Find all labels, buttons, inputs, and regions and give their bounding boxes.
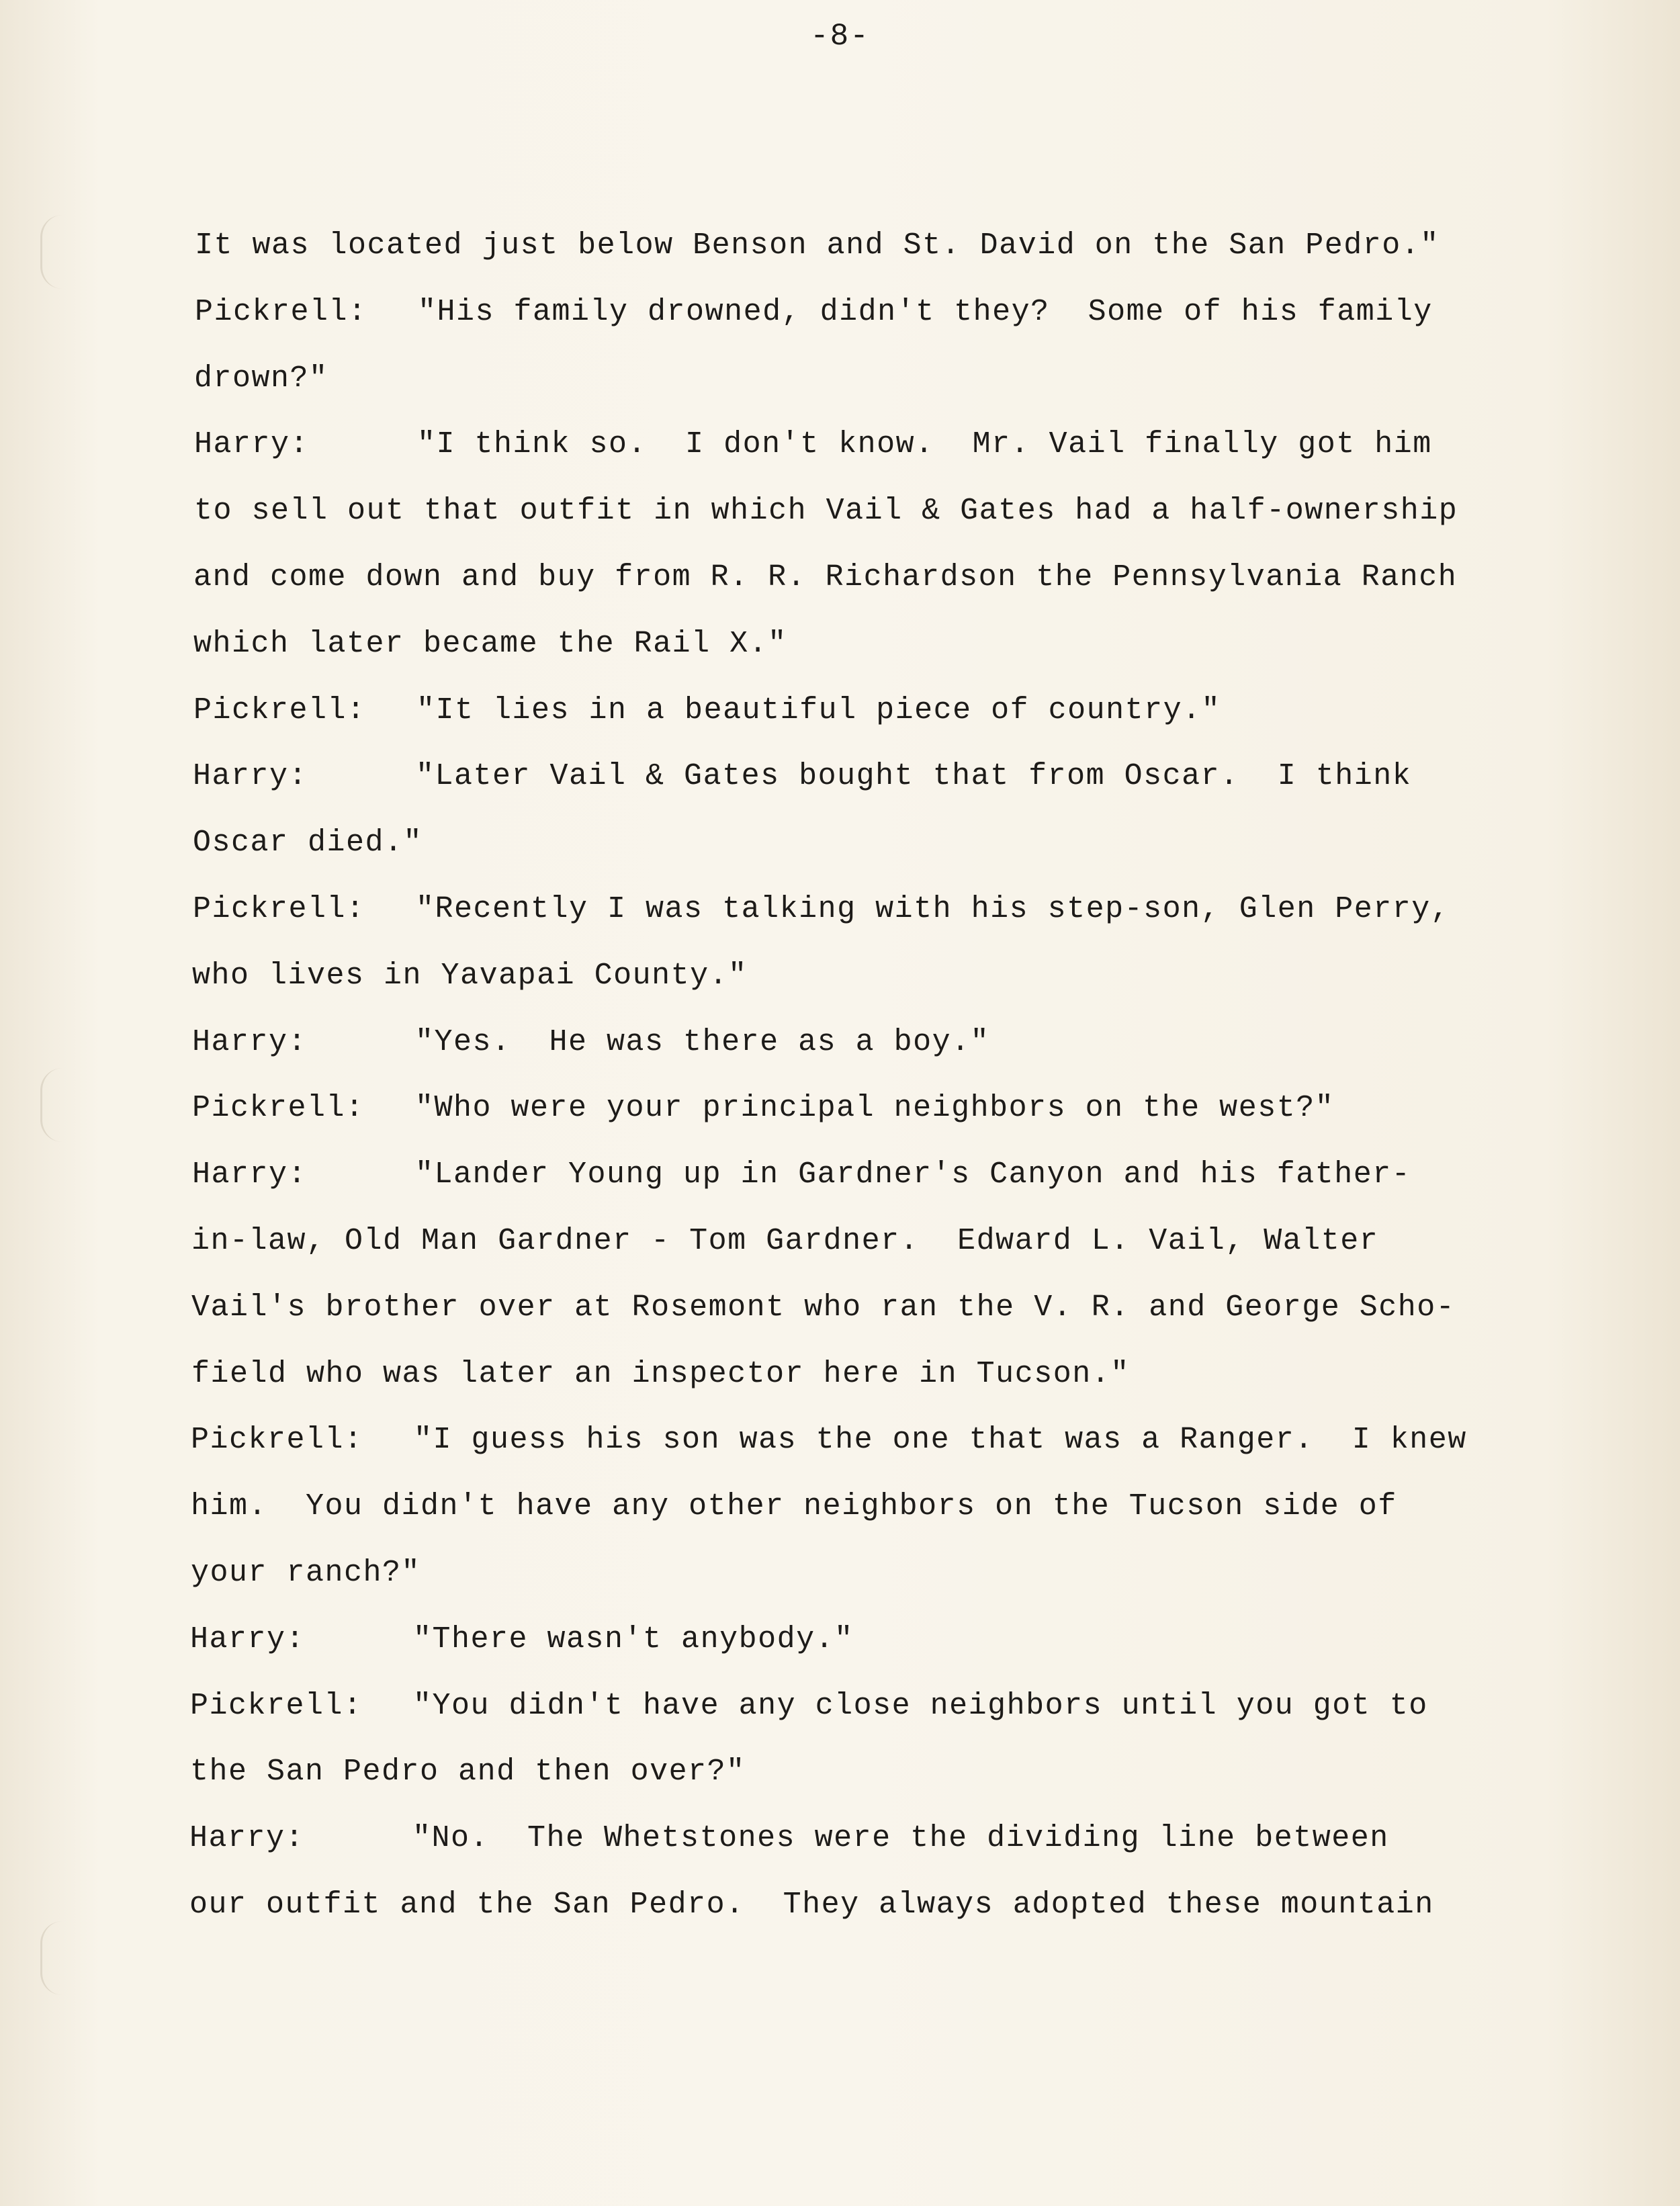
line-text: "You didn't have any close neighbors until you got to [413,1689,1428,1723]
line-text: our outfit and the San Pedro. They always adopted these mountain [189,1888,1434,1922]
line-text: "Later Vail & Gates bought that from Oscar. I think [416,759,1412,793]
binder-hole-mark [40,1068,62,1142]
transcript-line [190,1685,1428,1728]
line-text: "Yes. He was there as a boy." [415,1025,990,1059]
line-text: to sell out that outfit in which Vail & Gates had a half-ownership [194,494,1458,528]
line-text: field who was later an inspector here in Tucson." [191,1357,1130,1391]
speaker-label: Harry: [194,427,310,461]
speaker-label: Harry: [189,1821,305,1855]
line-text: which later became the Rail X." [193,627,787,661]
line-text: him. You didn't have any other neighbors on the Tucson side of [191,1489,1397,1524]
speaker-label: Harry: [193,759,308,793]
line-text: It was located just below Benson and St. David on the San Pedro." [195,228,1440,263]
line-text: Oscar died." [193,826,423,860]
line-text: "Lander Young up in Gardner's Canyon and his father- [415,1157,1411,1192]
transcript-line [193,689,1221,732]
speaker-label: Pickrell: [193,892,365,926]
line-text: "Who were your principal neighbors on the west?" [415,1091,1335,1125]
transcript-line [191,1220,1378,1263]
transcript-line [193,556,1457,599]
line-text: Vail's brother over at Rosemont who ran the V. R. and George Scho- [191,1290,1456,1325]
transcript-line [194,357,328,400]
transcript-line [190,1751,746,1794]
transcript-line [192,1021,989,1064]
transcript-line [191,1286,1455,1329]
binder-hole-mark [40,1921,62,1995]
transcript-line [189,1817,1389,1860]
line-text: in-law, Old Man Gardner - Tom Gardner. Edward L. Vail, Walter [191,1224,1379,1258]
line-text: who lives in Yavapai County." [192,959,748,993]
binder-hole-mark [40,215,62,289]
transcript-line [193,888,1450,931]
transcript-line [192,1087,1334,1130]
transcript-line [191,1552,421,1595]
transcript-line [191,1419,1467,1462]
speaker-label: Pickrell: [190,1689,363,1723]
transcript-line [194,490,1458,533]
transcript-line [195,291,1433,334]
transcript-line [192,1153,1411,1196]
speaker-label: Harry: [190,1622,306,1657]
line-text: "I think so. I don't know. Mr. Vail finally got him [417,427,1432,461]
line-text: your ranch?" [191,1556,421,1590]
line-text: "I guess his son was the one that was a Ranger. I knew [414,1423,1467,1457]
transcript-line [193,755,1411,798]
transcript-line [189,1884,1434,1927]
line-text: "No. The Whetstones were the dividing line between [412,1821,1389,1855]
line-text: drown?" [194,361,328,396]
speaker-label: Harry: [192,1157,308,1192]
line-text: and come down and buy from R. R. Richardson the Pennsylvania Ranch [193,560,1458,594]
transcript-line [193,623,787,666]
page-number: -8- [810,19,870,54]
speaker-label: Pickrell: [191,1423,363,1457]
line-text: the San Pedro and then over?" [190,1755,746,1789]
speaker-label: Pickrell: [193,693,366,727]
transcript-line [192,955,748,998]
transcript-line [194,423,1432,466]
transcript-line [191,1485,1397,1528]
speaker-label: Pickrell: [195,295,367,329]
line-text: "It lies in a beautiful piece of country." [416,693,1221,727]
transcript-line [193,822,423,865]
speaker-label: Harry: [192,1025,308,1059]
line-text: "His family drowned, didn't they? Some of his family [418,295,1433,329]
line-text: "There wasn't anybody." [413,1622,854,1657]
line-text: "Recently I was talking with his step-son, Glen Perry, [416,892,1450,926]
speaker-label: Pickrell: [192,1091,365,1125]
transcript-line [195,224,1440,267]
transcript-line [190,1618,854,1661]
transcript-line [191,1353,1130,1396]
